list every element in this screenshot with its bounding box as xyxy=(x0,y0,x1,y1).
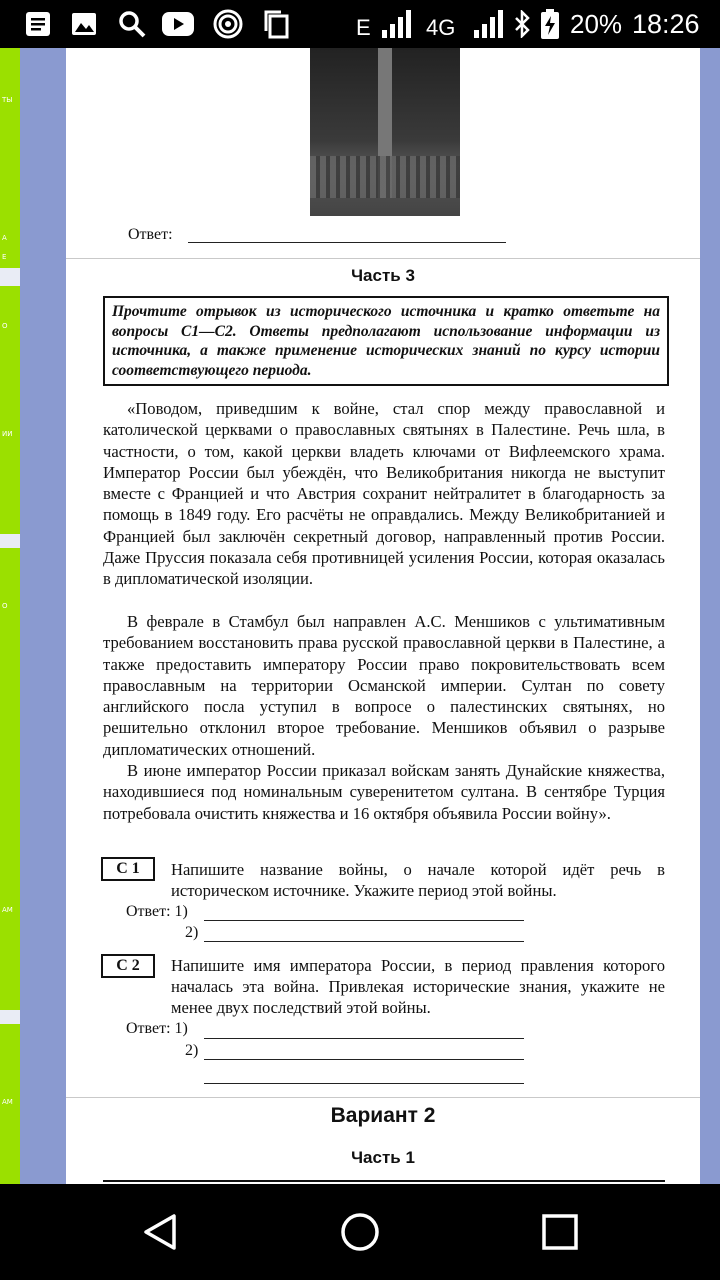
answer-line xyxy=(188,242,506,243)
monument-photo xyxy=(310,48,460,216)
document-viewer[interactable] xyxy=(0,48,720,1184)
notes-icon xyxy=(22,8,54,40)
question-c1-text: Напишите название войны, о начале которой идёт речь в историческом источнике. Укажите период этой войны. xyxy=(171,860,665,900)
image-icon xyxy=(68,8,100,40)
c1-answer-label: Ответ: 1) xyxy=(126,903,188,920)
part3-heading: Часть 3 xyxy=(351,266,415,285)
clock: 18:26 xyxy=(632,9,700,39)
thumbnail-page[interactable]: О АМ xyxy=(0,548,21,1010)
youtube-icon xyxy=(162,8,194,40)
document-page xyxy=(66,48,700,1184)
c2-answer-line-1[interactable] xyxy=(204,1038,524,1039)
answer-label: Ответ: xyxy=(128,226,173,243)
network-4g-label: 4G xyxy=(426,15,456,40)
battery-icon xyxy=(534,8,566,40)
thumbnail-page[interactable]: ТЫ А Е xyxy=(0,48,21,268)
page-divider xyxy=(66,258,700,259)
question-c1-label: С 1 xyxy=(101,857,155,881)
question-c2-text: Напишите имя императора России, в период правления которого началась эта война. Привлекая исторические знания, укажите не менее двух последствий этой войны. xyxy=(171,956,665,1017)
thumbnail-page[interactable]: О ИИ xyxy=(0,286,21,534)
instructions-box: Прочтите отрывок из исторического источника и кратко ответьте на вопросы С1—С2. Ответы предполагают использование информации из источника, а также применение исторических знаний по курсу истории соответствующего периода. xyxy=(103,296,669,386)
copy-icon xyxy=(260,8,292,40)
part1-heading: Часть 1 xyxy=(351,1148,415,1167)
back-icon[interactable] xyxy=(136,1208,184,1256)
search-icon xyxy=(116,8,148,40)
battery-percent: 20% xyxy=(570,9,623,39)
c1-answer-line-2[interactable] xyxy=(204,941,524,942)
c1-answer-label-2: 2) xyxy=(185,924,199,941)
c2-answer-line-3[interactable] xyxy=(204,1083,524,1084)
c2-answer-label-2: 2) xyxy=(185,1042,199,1059)
source-paragraph: В июне император России приказал войскам занять Дунайские княжества, находившиеся под номинальным суверенитетом султана. В сентябре Турция потребовала очистить княжества и 16 октября объявила России войну». xyxy=(103,761,665,823)
c2-answer-line-2[interactable] xyxy=(204,1059,524,1060)
viewer-background xyxy=(700,48,720,1184)
network-e-label: E xyxy=(356,15,371,40)
source-paragraph: В феврале в Стамбул был направлен А.С. Меншиков с ультимативным требованием восстановить права русской православной церкви в Палестине, а также предоставить императору России право покровительствовать всем православным на территории Османской империи. Султан по совету английского посла уступил в вопросе о палестинских святынях, но решительно отклонил второе требование. Меншиков объявил о разрыве дипломатических отношений. xyxy=(103,612,665,759)
signal-icon xyxy=(380,8,412,40)
question-c2-label: С 2 xyxy=(101,954,155,978)
navigation-bar xyxy=(0,1184,720,1280)
hotspot-icon xyxy=(212,8,244,40)
recents-icon[interactable] xyxy=(536,1208,584,1256)
viewer-background xyxy=(20,48,66,1184)
c1-answer-line-1[interactable] xyxy=(204,920,524,921)
home-icon[interactable] xyxy=(336,1208,384,1256)
signal-icon xyxy=(472,8,504,40)
variant-heading: Вариант 2 xyxy=(330,1104,436,1127)
page-divider xyxy=(66,1097,700,1098)
thumbnail-page[interactable]: АМ xyxy=(0,1024,21,1184)
status-bar xyxy=(0,0,720,48)
source-paragraph: «Поводом, приведшим к войне, стал спор между православной и католической церквами о православных святынях в Палестине. Речь шла, в частности, о том, какой церкви владеть ключами от Вифлеемского храма. Император России был убеждён, что Великобритания никогда не выступит вместе с Францией и что Австрия сохранит нейтралитет в благодарность за помощь в 1849 году. Его расчёты не оправдались. Между Великобританией и Францией был заключён секретный договор, направленный против России. Даже Пруссия показала себя противницей усиления России, которая оказалась в дипломатической изоляции. xyxy=(103,399,665,589)
page-thumbnail-strip[interactable] xyxy=(0,48,20,1184)
c2-answer-label: Ответ: 1) xyxy=(126,1020,188,1037)
